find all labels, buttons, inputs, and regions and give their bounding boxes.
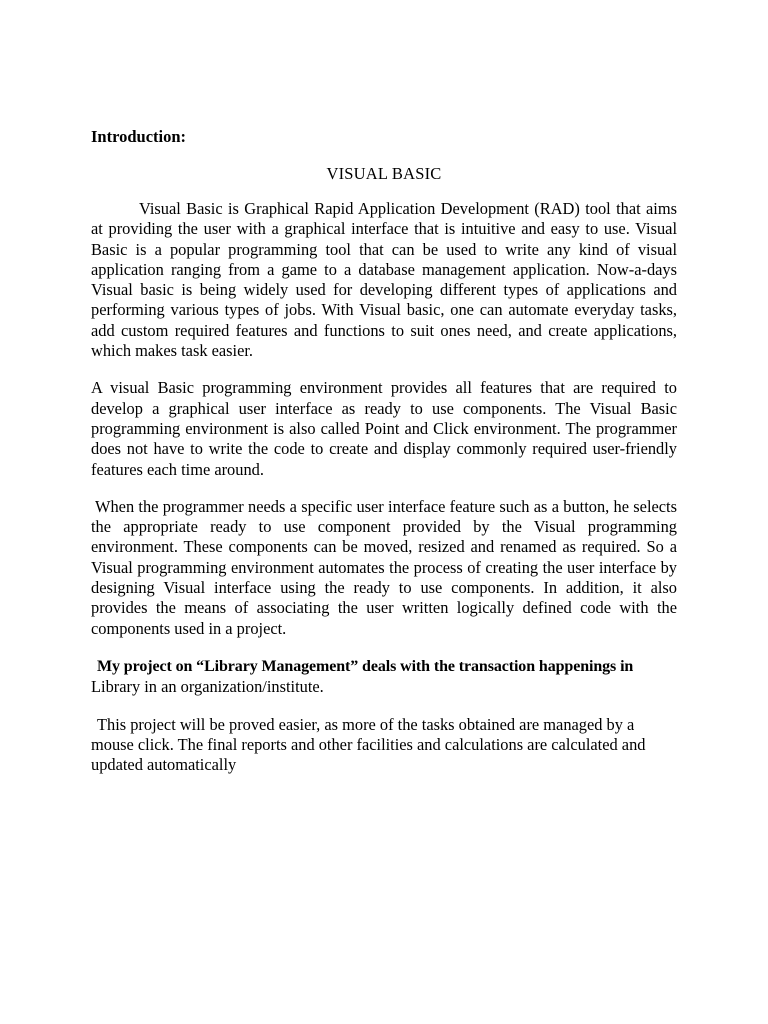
document-page: [91, 126, 677, 792]
paragraph-project: [91, 656, 677, 698]
paragraph-components: When the programmer needs a specific user interface feature such as a button, he selects the appropriate ready to use component provided by the Visual programming environment. These components can be moved, resized and renamed as required. So a Visual programming environment automates the process of creating the user interface by designing Visual interface using the ready to use components. In addition, it also provides the means of associating the user written logically defined code with the components used in a project.: [91, 496, 677, 638]
section-heading: Introduction:: [91, 127, 187, 146]
paragraph-intro: Visual Basic is Graphical Rapid Application Development (RAD) tool that aims at providing the user with a graphical interface that is intuitive and easy to use. Visual Basic is a popular programming tool that can be used to write any kind of visual application ranging from a game to a database management application. Now-a-days Visual basic is being widely used for developing different types of applications and performing various types of jobs. With Visual basic, one can automate everyday tasks, add custom required features and functions to suit ones need, and create applications, which makes task easier.: [91, 199, 677, 361]
paragraph-closing: This project will be proved easier, as more of the tasks obtained are managed by a mouse click. The final reports and other facilities and calculations are calculated and updated automatically: [91, 714, 646, 775]
document-title: VISUAL BASIC: [326, 164, 442, 183]
paragraph-environment: A visual Basic programming environment provides all features that are required to develop a graphical user interface as ready to use components. The Visual Basic programming environment is also called Point and Click environment. The programmer does not have to write the code to create and display commonly required user-friendly features each time around.: [91, 378, 677, 479]
project-statement-rest: Library in an organization/institute.: [91, 677, 324, 697]
project-statement: My project on “Library Management” deals with the transaction happenings in: [97, 657, 634, 675]
